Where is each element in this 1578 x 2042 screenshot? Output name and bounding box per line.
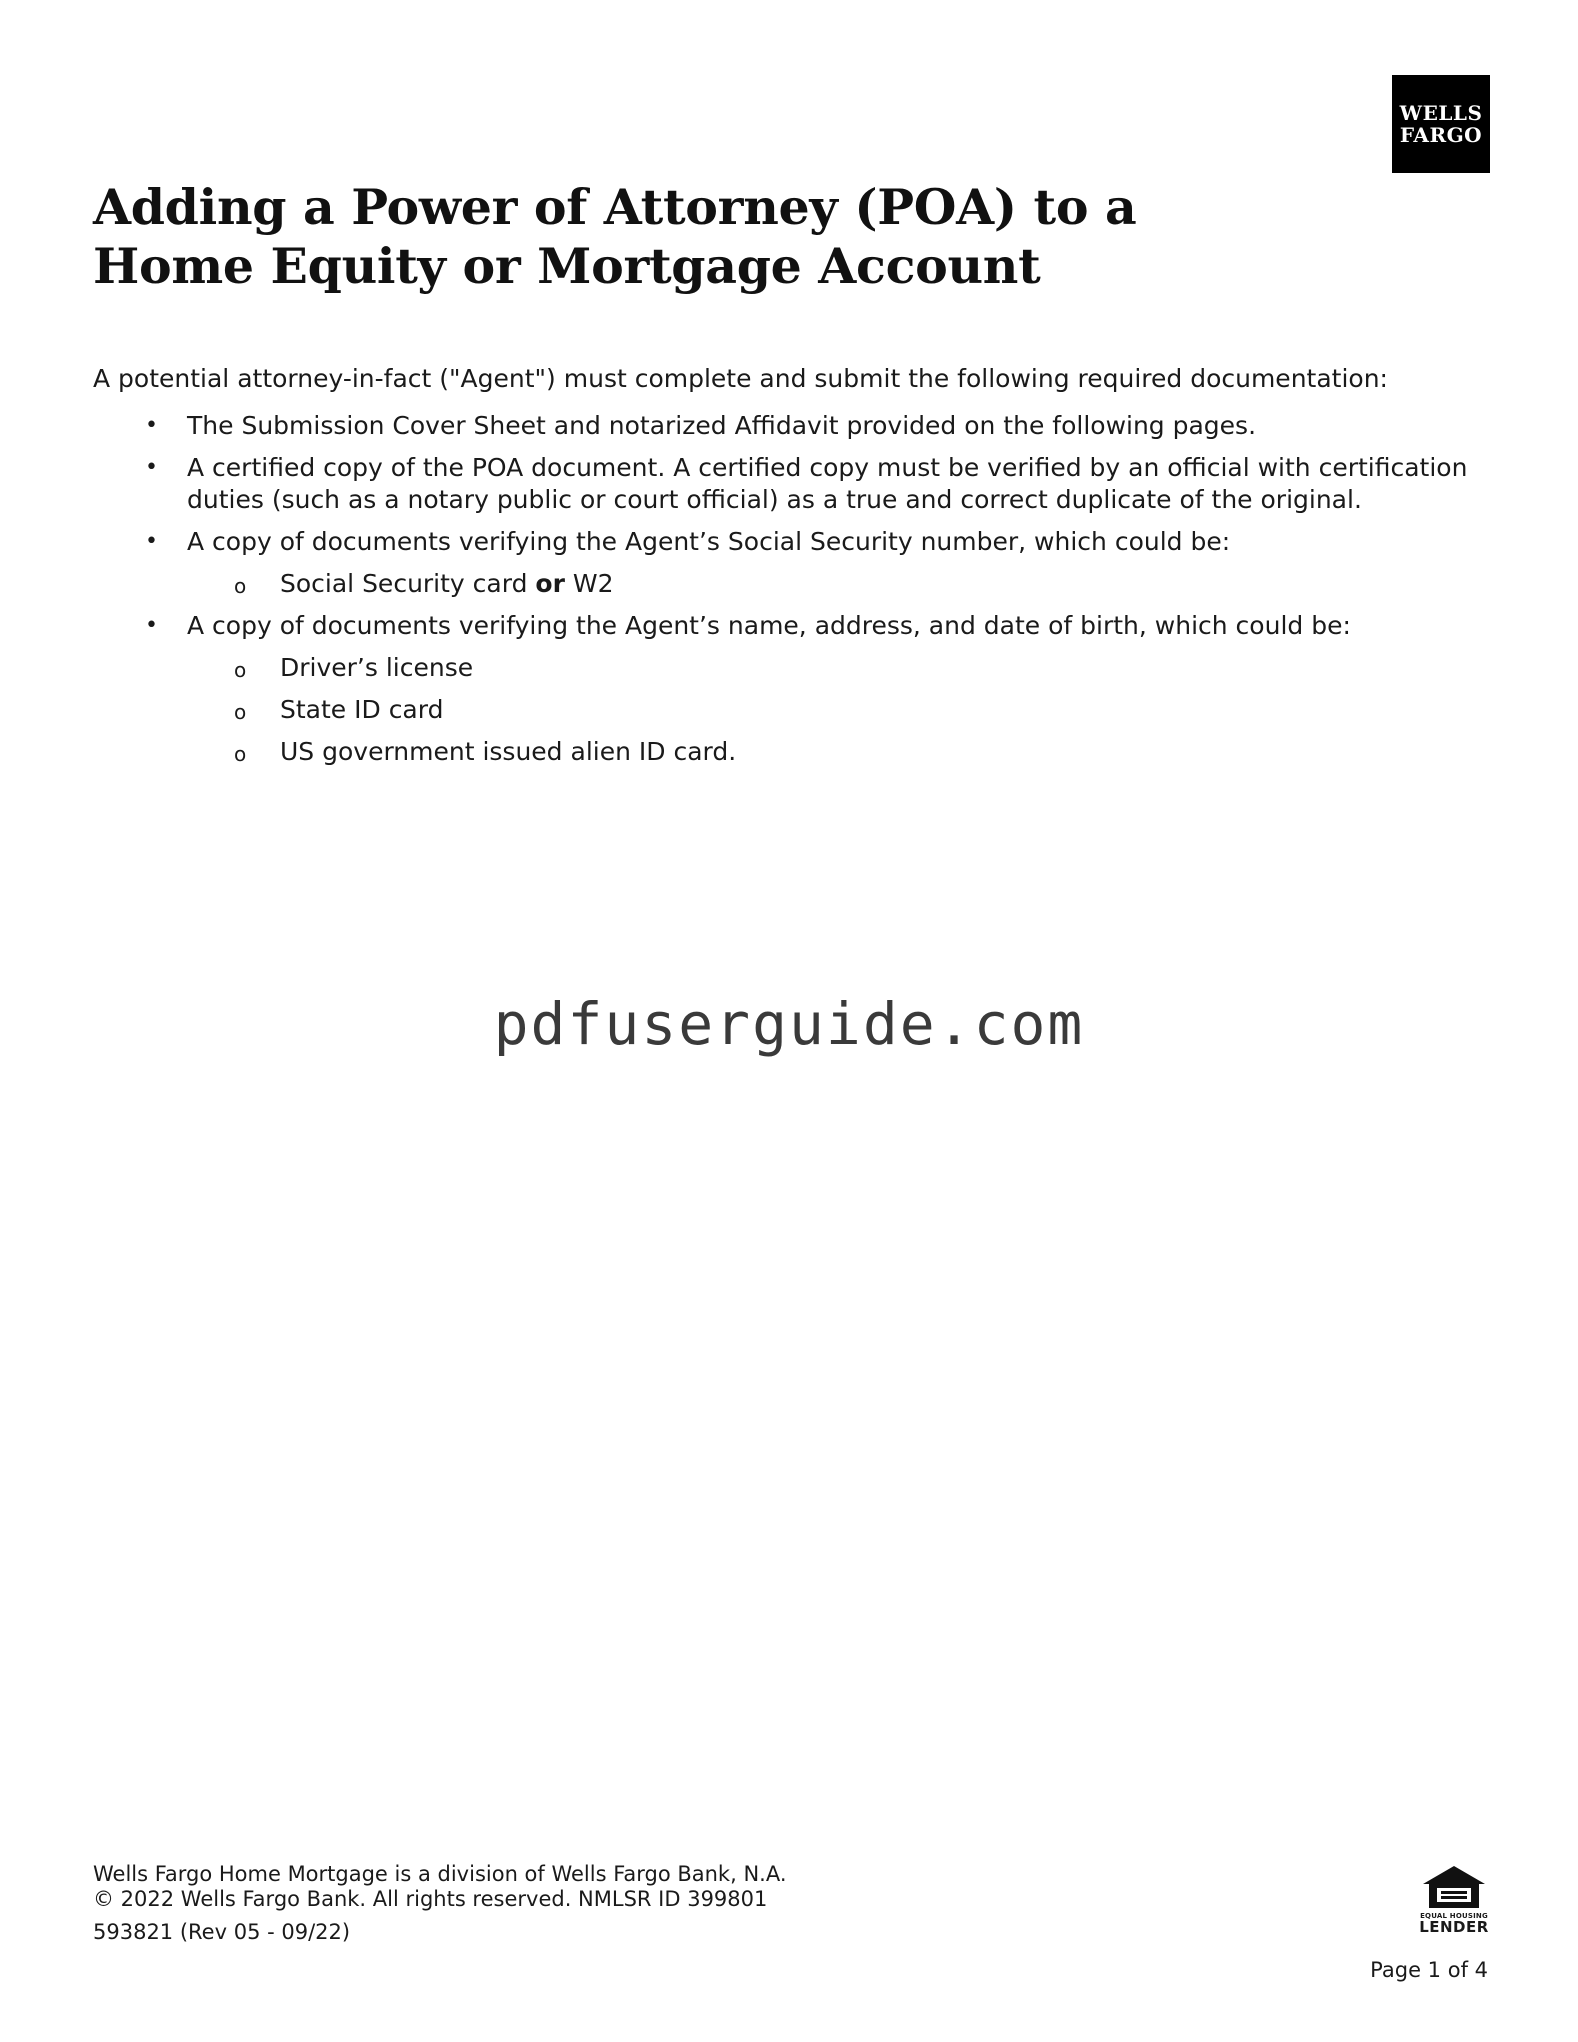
list-item (93, 526, 1493, 558)
logo-line-1: WELLS (1399, 101, 1483, 125)
footer-line-2: © 2022 Wells Fargo Bank. All rights reserved. NMLSR ID 399801 (93, 1887, 768, 1911)
sub-item-text: Social Security card (280, 569, 536, 598)
list-item (93, 452, 1493, 516)
circle-bullet-icon: o (234, 742, 247, 766)
footer (93, 1862, 787, 1945)
bullet-icon: • (145, 455, 158, 480)
page-title (93, 178, 1136, 296)
document-id: 593821 (Rev 05 - 09/22) (93, 1920, 351, 1944)
footer-line-1: Wells Fargo Home Mortgage is a division of Wells Fargo Bank, N.A. (93, 1862, 787, 1886)
title-line-1: Adding a Power of Attorney (POA) to a (93, 178, 1137, 236)
list-item-text: A copy of documents verifying the Agent’s Social Security number, which could be: (187, 527, 1231, 556)
logo-line-2: FARGO (1399, 123, 1483, 147)
bullet-icon: • (145, 529, 158, 554)
sub-list-item (93, 736, 1493, 768)
ehl-big-text: LENDER (1419, 1918, 1489, 1936)
list-item (93, 410, 1493, 442)
wells-fargo-logo (1392, 75, 1490, 173)
watermark: pdfuserguide.com (493, 990, 1085, 1058)
ehl-small-text: EQUAL HOUSING (1420, 1912, 1488, 1920)
circle-bullet-icon: o (234, 574, 247, 598)
circle-bullet-icon: o (234, 700, 247, 724)
sub-item-text: US government issued alien ID card. (280, 737, 737, 766)
list-item-text: The Submission Cover Sheet and notarized Affidavit provided on the following pages. (187, 411, 1257, 440)
sub-list-item (93, 652, 1493, 684)
intro-paragraph: A potential attorney-in-fact ("Agent") must complete and submit the following required documentation: (93, 364, 1388, 393)
sub-item-bold-or: or (535, 569, 565, 598)
bullet-icon: • (145, 413, 158, 438)
bullet-icon: • (145, 613, 158, 638)
sub-item-text: State ID card (280, 695, 444, 724)
sub-list-item (93, 568, 1493, 600)
equal-housing-lender-logo (1418, 1864, 1490, 1942)
requirements-list (93, 410, 1493, 778)
sub-item-text: Driver’s license (280, 653, 474, 682)
list-item-text: A certified copy of the POA document. A certified copy must be verified by an official with certification duties (such as a notary public or court official) as a true and correct duplicate of the original. (187, 453, 1468, 514)
house-icon (1421, 1864, 1487, 1910)
circle-bullet-icon: o (234, 658, 247, 682)
sub-item-text: W2 (564, 569, 614, 598)
page-number: Page 1 of 4 (1370, 1958, 1488, 1982)
list-item-text: A copy of documents verifying the Agent’s name, address, and date of birth, which could be: (187, 611, 1351, 640)
title-line-2: Home Equity or Mortgage Account (93, 237, 1041, 295)
list-item (93, 610, 1493, 642)
sub-list-item (93, 694, 1493, 726)
